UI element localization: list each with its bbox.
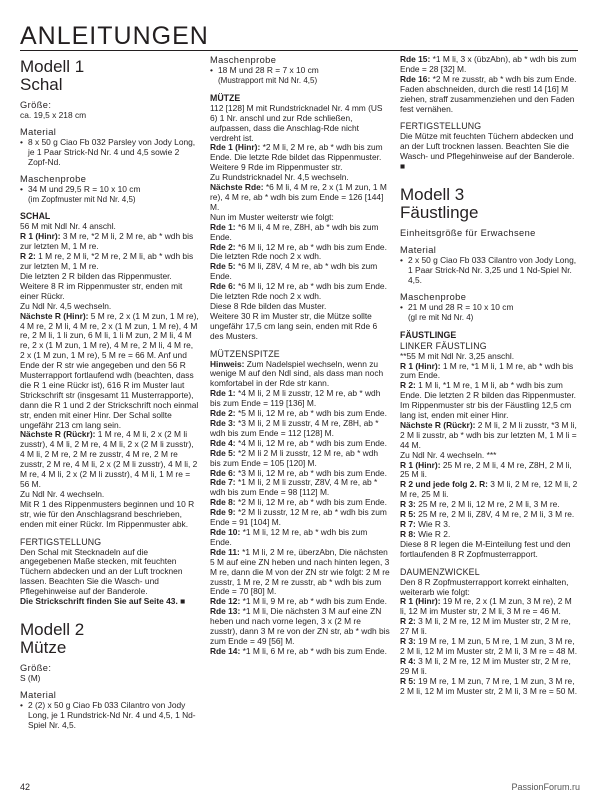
chart-reference: Die Strickschrift finden Sie auf Seite 43. bbox=[20, 596, 178, 607]
gauge-heading-2: Maschenprobe bbox=[210, 55, 277, 65]
gauge-list-2 bbox=[210, 66, 390, 76]
scarf-heading: SCHAL bbox=[20, 211, 51, 222]
instruction-line: Diese 8 Rde bilden das Muster. bbox=[210, 300, 327, 311]
instruction-line: Zu Ndl Nr. 4 wechseln. *** bbox=[400, 449, 497, 460]
gauge-item: • 34 M und 29,5 R = 10 x 10 cm bbox=[20, 185, 200, 195]
instruction-line: Rde 12: *1 M li, 9 M re, ab * wdh bis zum Ende. bbox=[210, 596, 387, 607]
mitten-instructions bbox=[400, 352, 580, 560]
instruction-line: Rde 10: *1 M li, 12 M re, ab * wdh bis zum Ende. bbox=[210, 526, 368, 547]
instruction-line: R 4: 3 M li, 2 M re, 12 M im Muster str, 2 M re, 29 M li. bbox=[400, 655, 571, 676]
finishing-text-2: Die Mütze mit feuchten Tüchern abdecken und an der Luft trocknen lassen. Beachten Sie die Wasch- und Pflegehinweise auf der Banderole. bbox=[400, 131, 575, 162]
instruction-line: Den 8 R Zopfmusterrapport korrekt einhalten, weiterarb wie folgt: bbox=[400, 576, 569, 597]
instruction-line: Die letzten Rde noch 2 x wdh. bbox=[210, 291, 322, 302]
instruction-line: Weitere 9 Rde im Rippenmuster str. bbox=[210, 162, 343, 173]
instruction-line: Rde 14: *1 M li, 6 M re, ab * wdh bis zum Ende. bbox=[210, 645, 387, 656]
column-3 bbox=[400, 55, 580, 697]
instruction-line: Rde 15: *1 M li, 3 x (übzAbn), ab * wdh bis zum Ende = 28 [32] M. bbox=[400, 54, 577, 74]
instruction-line: Rde 3: *3 M li, 2 M li zusstr, 4 M re, Z8H, ab * wdh bis zum Ende = 112 [128] M. bbox=[210, 418, 379, 438]
page-header-title: ANLEITUNGEN bbox=[20, 22, 209, 50]
scarf-instructions bbox=[20, 222, 200, 529]
size-heading-3: Einheitsgröße für Erwachsene bbox=[400, 228, 536, 239]
size-heading: Größe: bbox=[20, 100, 52, 110]
instruction-line: Rde 9: *2 M li zusstr, 12 M re, ab * wdh bis zum Ende = 91 [104] M. bbox=[210, 507, 387, 528]
instruction-line: Rde 5: *6 M li, Z8V, 4 M re, ab * wdh bis zum Ende. bbox=[210, 261, 378, 282]
instruction-line: Mit R 1 des Rippenmusters beginnen und 10 R str, wie für den Anschlagsrand beschrieben, enden mit einer Rückr. Im Rippenmuster abk. bbox=[20, 498, 195, 529]
instruction-line: Rde 1: *6 M li, 4 M re, Z8H, ab * wdh bis zum Ende. bbox=[210, 221, 379, 242]
finishing-text: Den Schal mit Stecknadeln auf die angegebenen Maße stecken, mit feuchten Tüchern abdecken und an der Luft trocknen lassen. Beachten Sie die Wasch- und Pflegehinweise auf der Banderole. bbox=[20, 546, 183, 597]
end-mark: ■ bbox=[180, 596, 186, 607]
instruction-line: R 3: 25 M re, 2 M li, 12 M re, 2 M li, 3 M re. bbox=[400, 499, 560, 510]
instruction-line: Rde 11: *1 M li, 2 M re, überzAbn, Die nächsten 5 M auf eine ZN heben und nach hinten legen, 3 M re, dann die M von der ZN str wie folgt: 2 M re zusstr, 1 M re, 2 M re zusstr, ab * wdh bis zum Ende = 70 [80] M. bbox=[210, 546, 390, 597]
finishing-heading: FERTIGSTELLUNG bbox=[20, 536, 102, 547]
material-item-3: • 2 x 50 g Ciao Fb 033 Cilantro von Jody Long, 1 Paar Strick-Nd Nr. 3,25 und 1 Nd-Spiel Nr. 4,5. bbox=[400, 256, 580, 286]
gauge-list-3 bbox=[400, 303, 580, 313]
model3-title: Modell 3 bbox=[400, 185, 465, 205]
instruction-line: Zu Rundstricknadel Nr. 4,5 wechseln. bbox=[210, 172, 349, 183]
size-heading-2: Größe: bbox=[20, 662, 52, 673]
instruction-line: Zu Ndl Nr. 4 wechseln. bbox=[20, 488, 105, 499]
instruction-line: Zu Ndl Nr. 4,5 wechseln. bbox=[20, 300, 112, 311]
material-list-3 bbox=[400, 256, 580, 286]
instruction-line: Rde 1 (Hinr): *2 M li, 2 M re, ab * wdh bis zum Ende. Die letzte Rde bildet das Rippenmuster. bbox=[210, 142, 383, 163]
instruction-line: Rde 7: *1 M li, 2 M li zusstr, Z8V, 4 M re, ab * wdh bis zum Ende = 98 [112] M. bbox=[210, 477, 378, 498]
left-mitten-heading: LINKER FÄUSTLING bbox=[400, 340, 487, 351]
instruction-line: Rde 4: *4 M li, 12 M re, ab * wdh bis zum Ende. bbox=[210, 437, 387, 448]
instruction-line: R 1 (Hinr): 19 M re, 2 x (1 M zun, 3 M re), 2 M li, 12 M im Muster str, 2 M li, 3 M re = 46 M. bbox=[400, 596, 572, 617]
model1-subtitle: Schal bbox=[20, 75, 63, 94]
page-number: 42 bbox=[20, 782, 31, 792]
instruction-line: Rde 5: *2 M li 2 M li zusstr, 12 M re, ab * wdh bis zum Ende = 105 [120] M. bbox=[210, 447, 379, 468]
material-item-2: • 2 (2) x 50 g Ciao Fb 033 Cilantro von Jody Long, je 1 Rundstrick-Nd Nr. 4 und 4,5, 1 Nd-Spiel Nr. 4,5. bbox=[20, 701, 200, 731]
gauge-note: (im Zopfmuster mit Nd Nr. 4,5) bbox=[28, 194, 136, 204]
instruction-line: Nächste R (Hinr): 5 M re, 2 x (1 M zun, 1 M re), 4 M re, 2 M li, 4 M re, 2 x (1 M zun, 1 M re), 4 M re, 2 M li, 1 li zun, 6 M li, 1 li M zun, 2 M li, 4 M re, 2 x (1 M zun, 1 M re), 4 M re, 2 M li, 4 M re, 2 x (1 M zun, 1 M re), 5 M re = 66 M. Anf und Ende der R str wie angegeben und den 56 R Musterrapport fortlaufend wdh (beachten, dass die R 1 eine Rückr ist), 616 R im Muster laut Strickschrift str (insgesamt 11 Musterrapporte), dann die R 1 und 2 der Strickschrift noch einmal str, enden mit einer Hinr. Der Schal sollte ungefähr 213 cm lang sein. bbox=[20, 310, 199, 430]
size-text: ca. 19,5 x 218 cm bbox=[20, 110, 87, 120]
column-1 bbox=[20, 55, 200, 731]
crown-instructions bbox=[210, 360, 390, 657]
instruction-line: R 1 (Hinr): 3 M re, *2 M li, 2 M re, ab * wdh bis zur letzten M, 1 M re. bbox=[20, 231, 194, 252]
instruction-line: R 5: 19 M re, 1 M zun, 7 M re, 1 M zun, 3 M re, 2 M li, 12 M im Muster str, 2 M li, 3 M re = 50 M. bbox=[400, 675, 578, 696]
thumb-gusset-instructions bbox=[400, 578, 580, 697]
instruction-line: R 1 (Hinr): 1 M re, *1 M li, 1 M re, ab * wdh bis zum Ende. bbox=[400, 360, 574, 381]
gauge-heading: Maschenprobe bbox=[20, 173, 87, 184]
instruction-line: R 2: 1 M li, *1 M re, 1 M li, ab * wdh bis zum Ende. Die letzten 2 R bilden das Rippenmuster. bbox=[400, 380, 576, 401]
instruction-line: 56 M mit Ndl Nr. 4 anschl. bbox=[20, 221, 116, 232]
material-heading-3: Material bbox=[400, 245, 437, 256]
instruction-line: **55 M mit Ndl Nr. 3,25 anschl. bbox=[400, 350, 515, 361]
thumb-gusset-heading: DAUMENZWICKEL bbox=[400, 566, 480, 577]
model2-subtitle: Mütze bbox=[20, 637, 67, 657]
header-rule bbox=[20, 50, 578, 51]
instruction-line: R 2: 1 M re, 2 M li, *2 M re, 2 M li, ab * wdh bis zur letzten M, 1 M re. bbox=[20, 251, 194, 272]
instruction-line: Hinweis: Zum Nadelspiel wechseln, wenn zu wenige M auf den Ndl sind, als dass man noch komfortabel in der Rde str kann. bbox=[210, 358, 384, 389]
finishing-heading-2: FERTIGSTELLUNG bbox=[400, 121, 482, 132]
hat-instructions bbox=[210, 104, 390, 342]
instruction-line: Weitere 8 R im Rippenmuster str, enden mit einer Rückr. bbox=[20, 280, 183, 301]
instruction-line: Nächste R (Rückr): 1 M re, 4 M li, 2 x (2 M li zusstr), 4 M li, 2 M re, 4 M li, 2 x (2 M li zusstr), 4 M li, 2 M re, 2 M re zusstr, 4 M re, 2 M re zusstr, 2 M re, 4 M li, 2 x (2 M li zusstr), 4 M li, 2 M re, 4 M li, 2 x (2 M li zusstr), 4 M li, 1 M re = 56 M. bbox=[20, 429, 198, 489]
instruction-line: 112 [128] M mit Rundstricknadel Nr. 4 mm (US 6) 1 Nr. anschl und zur Rde schließen, aufpassen, dass die Anschlag-Rde nicht verdreht ist. bbox=[210, 102, 383, 143]
material-list-2 bbox=[20, 701, 200, 731]
gauge-item-2: • 18 M und 28 R = 7 x 10 cm bbox=[210, 66, 390, 76]
model1-title: Modell 1 bbox=[20, 57, 85, 76]
crown-instructions-cont bbox=[400, 55, 580, 114]
instruction-line: R 3: 19 M re, 1 M zun, 5 M re, 1 M zun, 3 M re, 2 M li, 12 M im Muster str, 2 M li, 3 M re = 48 M. bbox=[400, 636, 578, 656]
gauge-list bbox=[20, 185, 200, 195]
gauge-note-3: (gl re mit Nd Nr. 4) bbox=[408, 312, 474, 322]
watermark: PassionForum.ru bbox=[511, 782, 580, 792]
instruction-line: Die letzten 2 R bilden das Rippenmuster. bbox=[20, 270, 172, 281]
instruction-line: Nächste Rde: *6 M li, 4 M re, 2 x (1 M zun, 1 M re), 4 M re, ab * wdh bis zum Ende = 126 [144] M. bbox=[210, 182, 387, 212]
instruction-line: R 5: 25 M re, 2 M li, Z8V, 4 M re, 2 M li, 3 M re. bbox=[400, 509, 575, 520]
instruction-line: R 1 (Hinr): 25 M re, 2 M li, 4 M re, Z8H, 2 M li, 25 M li. bbox=[400, 459, 572, 480]
material-heading-2: Material bbox=[20, 689, 57, 700]
instruction-line: Rde 1: *4 M li, 2 M li zusstr, 12 M re, ab * wdh bis zum Ende = 119 [136] M. bbox=[210, 388, 381, 409]
instruction-line: Rde 2: *6 M li, 12 M re, ab * wdh bis zum Ende. bbox=[210, 241, 387, 252]
gauge-item-3: • 21 M und 28 R = 10 x 10 cm bbox=[400, 303, 580, 313]
instruction-line: Im Rippenmuster str bis der Fäustling 12,5 cm lang ist, enden mit einer Hinr. bbox=[400, 400, 572, 421]
instruction-line: Die letzten Rde noch 2 x wdh. bbox=[210, 251, 322, 262]
end-mark-2: ■ bbox=[400, 161, 406, 172]
mittens-heading: FÄUSTLINGE bbox=[400, 329, 457, 340]
instruction-line: Rde 13: *1 M li, Die nächsten 3 M auf eine ZN heben und nach vorne legen, 3 x (2 M re zusstr), dann 3 M re von der ZN str, ab * wdh bis zum Ende = 49 [56] M. bbox=[210, 606, 390, 646]
material-heading: Material bbox=[20, 126, 57, 137]
instruction-line: Rde 6: *6 M li, 12 M re, ab * wdh bis zum Ende. bbox=[210, 281, 387, 292]
instruction-line: Rde 16: *2 M re zusstr, ab * wdh bis zum Ende. Faden abschneiden, durch die restl 14 [16] M ziehen, straff zusammenziehen und den Faden fest vernähen. bbox=[400, 73, 577, 114]
instruction-line: R 7: Wie R 3. bbox=[400, 519, 451, 529]
instruction-line: Diese 8 R legen die M-Einteilung fest und den fortlaufenden 8 R Zopfmusterrapport. bbox=[400, 538, 571, 559]
instruction-line: R 2 und jede folg 2. R: 3 M li, 2 M re, 12 M li, 2 M re, 25 M li. bbox=[400, 479, 578, 500]
material-item: • 8 x 50 g Ciao Fb 032 Parsley von Jody Long, je 1 Paar Strick-Nd Nr. 4 und 4,5 sowie 2 Zopf-Nd. bbox=[20, 138, 200, 168]
model2-title: Modell 2 bbox=[20, 619, 85, 639]
instruction-line: Rde 8: *2 M li, 12 M re, ab * wdh bis zum Ende. bbox=[210, 497, 387, 508]
column-2 bbox=[210, 55, 390, 657]
instruction-line: R 2: 3 M li, 2 M re, 12 M im Muster str, 2 M re, 27 M li. bbox=[400, 616, 571, 637]
instruction-line: Weitere 30 R im Muster str, die Mütze sollte ungefähr 17,5 cm lang sein, enden mit Rde 6 des Musters. bbox=[210, 310, 378, 341]
material-list bbox=[20, 138, 200, 168]
instruction-line: Nächste R (Rückr): 2 M li, 2 M li zusstr, *3 M li, 2 M li zusstr, ab * wdh bis zur letzten M, 1 M li = 44 M. bbox=[400, 419, 577, 450]
instruction-line: R 8: Wie R 2. bbox=[400, 528, 451, 539]
instruction-line: Rde 6: *3 M li, 12 M re, ab * wdh bis zum Ende. bbox=[210, 467, 387, 478]
hat-heading: MÜTZE bbox=[210, 92, 241, 103]
instruction-line: Rde 2: *5 M li, 12 M re, ab * wdh bis zum Ende. bbox=[210, 408, 387, 419]
crown-heading: MÜTZENSPITZE bbox=[210, 348, 280, 359]
size-text-2: S (M) bbox=[20, 672, 41, 683]
instruction-line: Nun im Muster weiterstr wie folgt: bbox=[210, 211, 334, 222]
model3-subtitle: Fäustlinge bbox=[400, 203, 479, 223]
gauge-note-2: (Mustrapport mit Nd Nr. 4,5) bbox=[218, 75, 318, 85]
gauge-heading-3: Maschenprobe bbox=[400, 291, 467, 302]
